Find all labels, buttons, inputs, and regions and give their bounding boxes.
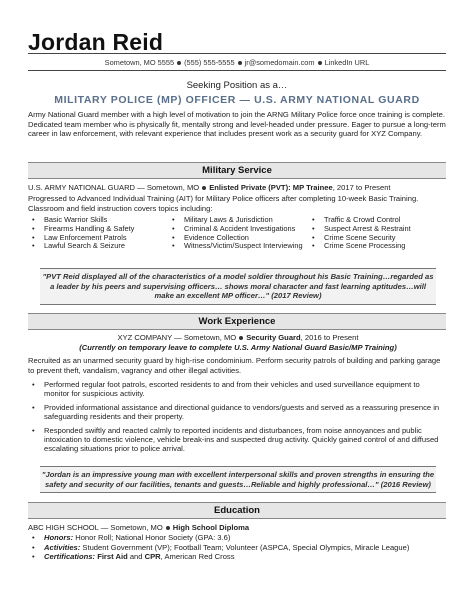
skill-item: • Crime Scene Security	[312, 232, 396, 242]
section-title: Education	[214, 505, 260, 516]
list-item: • Certifications: First Aid and CPR, American Red Cross	[32, 552, 235, 562]
military-role: Enlisted Private (PVT): MP Trainee	[209, 183, 333, 192]
seeking-line: Seeking Position as a…	[186, 80, 288, 91]
skill-item: • Traffic & Crowd Control	[312, 215, 401, 224]
header-rule-top	[28, 53, 446, 54]
skill-label: Law Enforcement Patrols	[44, 232, 127, 242]
skill-label: Witness/Victim/Suspect Interviewing	[184, 241, 303, 251]
separator-dot	[238, 61, 242, 65]
list-item: • Performed regular foot patrols, escorted residents to and from their vehicles and used surveillance equipment to monitor for suspicious activity.	[32, 380, 446, 399]
skill-label: Criminal & Accident Investigations	[184, 223, 296, 233]
separator-dot	[202, 186, 206, 190]
skill-label: Military Laws & Jurisdiction	[184, 215, 273, 224]
skill-item: • Crime Scene Processing	[312, 241, 406, 251]
list-item: • Provided informational assistance and directional guidance to vendors/guests and served as a reassuring presence in safeguarding residents and their property.	[32, 403, 446, 422]
item-label: Honors:	[44, 532, 74, 542]
item-text: First Aid	[97, 552, 128, 562]
bullet-text: Performed regular foot patrols, escorted residents to and from their vehicles and used surveillance equipment to monitor for suspicious activity.	[44, 380, 420, 399]
contact-phone: (555) 555-5555	[184, 58, 235, 67]
school-name: ABC HIGH SCHOOL — Sometown, MO	[28, 523, 163, 532]
item-text: , American Red Cross	[160, 552, 235, 562]
skill-label: Suspect Arrest & Restraint	[324, 223, 411, 233]
work-leave-note: (Currently on temporary leave to complete U.S. Army National Guard Basic/MP Training)	[79, 343, 397, 352]
applicant-name: Jordan Reid	[28, 29, 164, 55]
work-position-line	[28, 333, 448, 343]
list-item: • Responded swiftly and reacted calmly to reported incidents and disturbances, from noise annoyances and public intoxication to domestic violence, vehicle break-ins and suspected drug activity. Quickly gained control of and diffused escalating situations prior to police arrival.	[32, 426, 446, 454]
skill-item: • Suspect Arrest & Restraint	[312, 223, 411, 233]
work-org: XYZ COMPANY — Sometown, MO	[117, 333, 237, 342]
skill-label: Crime Scene Processing	[324, 241, 406, 251]
separator-dot	[177, 61, 181, 65]
section-title: Military Service	[202, 165, 272, 176]
quote-source: (2017 Review)	[271, 291, 322, 301]
bullet-text: Provided informational assistance and directional guidance to vendors/guests and served as a reassuring presence in safeguarding residents and their property.	[44, 402, 440, 422]
item-text: CPR	[144, 552, 161, 562]
bullet-text: Responded swiftly and reacted calmly to reported incidents and disturbances, from noise annoyances and public intoxication to domestic violence, vehicle break-ins and suspected drug activity. Quickly gained control of and diffused escalating situations prior to police arrival.	[44, 425, 439, 454]
skill-item: • Criminal & Accident Investigations	[172, 223, 296, 233]
military-position-line	[28, 183, 448, 193]
military-dates: , 2017 to Present	[332, 183, 391, 192]
skill-label: Crime Scene Security	[324, 232, 396, 242]
quote-source: (2016 Review)	[380, 479, 431, 489]
contact-location: Sometown, MO 5555	[104, 58, 175, 67]
military-org: U.S. ARMY NATIONAL GUARD — Sometown, MO	[28, 183, 200, 192]
list-item: • Honors: Honor Roll; National Honor Society (GPA: 3.6)	[32, 532, 231, 542]
education-block	[28, 523, 448, 562]
work-dates: , 2016 to Present	[300, 333, 359, 342]
skill-label: Traffic & Crowd Control	[324, 215, 401, 224]
quote-text: "PVT Reid displayed all of the characteristics of a model soldier throughout his Basic Training…regarded as a leader by his peers and supervising officers… shows moral character and fast learning aptitudes…will make an excellent MP officer…"	[42, 272, 434, 301]
work-description: Recruited as an unarmed security guard by high-rise condominium. Perform security patrols of building and parking garage to prevent theft, vandalism, vagrancy and other illegal activities.	[28, 356, 441, 375]
item-text: and	[127, 552, 145, 562]
skill-label: Basic Warrior Skills	[44, 215, 108, 224]
skill-label: Lawful Search & Seizure	[44, 241, 125, 251]
section-header-education	[28, 502, 446, 519]
contact-email[interactable]: jr@somedomain.com	[244, 58, 315, 67]
skill-item: • Evidence Collection	[172, 232, 249, 242]
work-review-quote	[40, 466, 436, 493]
section-header-work	[28, 313, 446, 330]
section-header-military	[28, 162, 446, 179]
work-bullets	[32, 380, 446, 458]
section-title: Work Experience	[198, 316, 276, 327]
military-review-quote	[40, 268, 436, 305]
military-description: Progressed to Advanced Individual Training (AIT) for Military Police officers after completing 10-week Basic Training. Classroom and field instruction covers topics including:	[28, 194, 419, 213]
contact-line	[0, 58, 474, 67]
item-text: Honor Roll; National Honor Society (GPA: 3.6)	[73, 532, 231, 542]
skill-label: Evidence Collection	[184, 232, 249, 242]
item-text: Student Government (VP); Football Team; Volunteer (ASPCA, Special Olympics, Miracle League)	[80, 542, 410, 552]
skill-item: • Witness/Victim/Suspect Interviewing	[172, 241, 303, 251]
skill-item: • Basic Warrior Skills	[32, 215, 108, 224]
item-label: Activities:	[44, 542, 81, 552]
work-role: Security Guard	[246, 333, 301, 342]
separator-dot	[166, 526, 170, 530]
separator-dot	[239, 336, 243, 340]
list-item: • Activities: Student Government (VP); Football Team; Volunteer (ASPCA, Special Olympics, Miracle League)	[32, 542, 410, 552]
summary-paragraph: Army National Guard member with a high level of motivation to join the ARNG Military Police force once training is complete. Dedicated team member who is physically fit, mentally strong and level-headed under pressure. Eager to pursue a long-term career in law enforcement, with relevant experience that includes present work as a security guard for XYZ Company.	[28, 110, 446, 139]
military-skills	[32, 216, 452, 251]
skill-item: • Firearms Handling & Safety	[32, 223, 135, 233]
contact-linkedin[interactable]: LinkedIn URL	[324, 58, 370, 67]
skill-item: • Military Laws & Jurisdiction	[172, 215, 273, 224]
diploma: High School Diploma	[172, 523, 250, 532]
skills-row	[32, 242, 452, 251]
separator-dot	[318, 61, 322, 65]
skill-item: • Law Enforcement Patrols	[32, 232, 127, 242]
objective-title: MILITARY POLICE (MP) OFFICER — U.S. ARMY NATIONAL GUARD	[54, 94, 420, 106]
skill-label: Firearms Handling & Safety	[44, 223, 135, 233]
item-label: Certifications:	[44, 552, 96, 562]
header-rule-bottom	[28, 70, 446, 71]
quote-text: "Jordan is an impressive young man with excellent interpersonal skills and proven strengths in ensuring the safety and security of our facilities, tenants and guests…Reliable and highly professional…"	[41, 470, 435, 489]
education-school-line	[28, 523, 448, 533]
skill-item: • Lawful Search & Seizure	[32, 241, 125, 251]
